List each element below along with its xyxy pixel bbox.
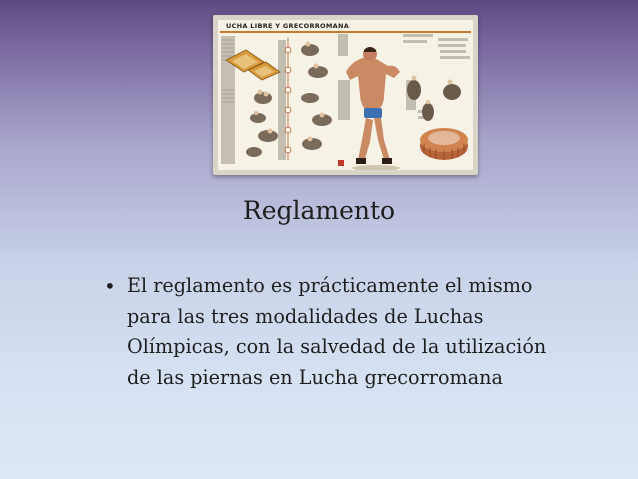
image-headline: UCHA LIBRE Y GRECORROMANA [226,22,350,30]
wrestling-infographic-image [218,20,473,170]
slide-title: Reglamento [242,196,396,225]
wrestling-illustration [218,20,473,170]
picture-frame [213,15,478,175]
image-headline-rule [220,31,471,33]
bullet-text: El reglamento es prácticamente el mismo para las tres modalidades de Luchas Olímpicas, con la salvedad de la utilización de las piernas en Lucha grecorromana [127,274,547,389]
bullet-marker: • [104,274,116,298]
